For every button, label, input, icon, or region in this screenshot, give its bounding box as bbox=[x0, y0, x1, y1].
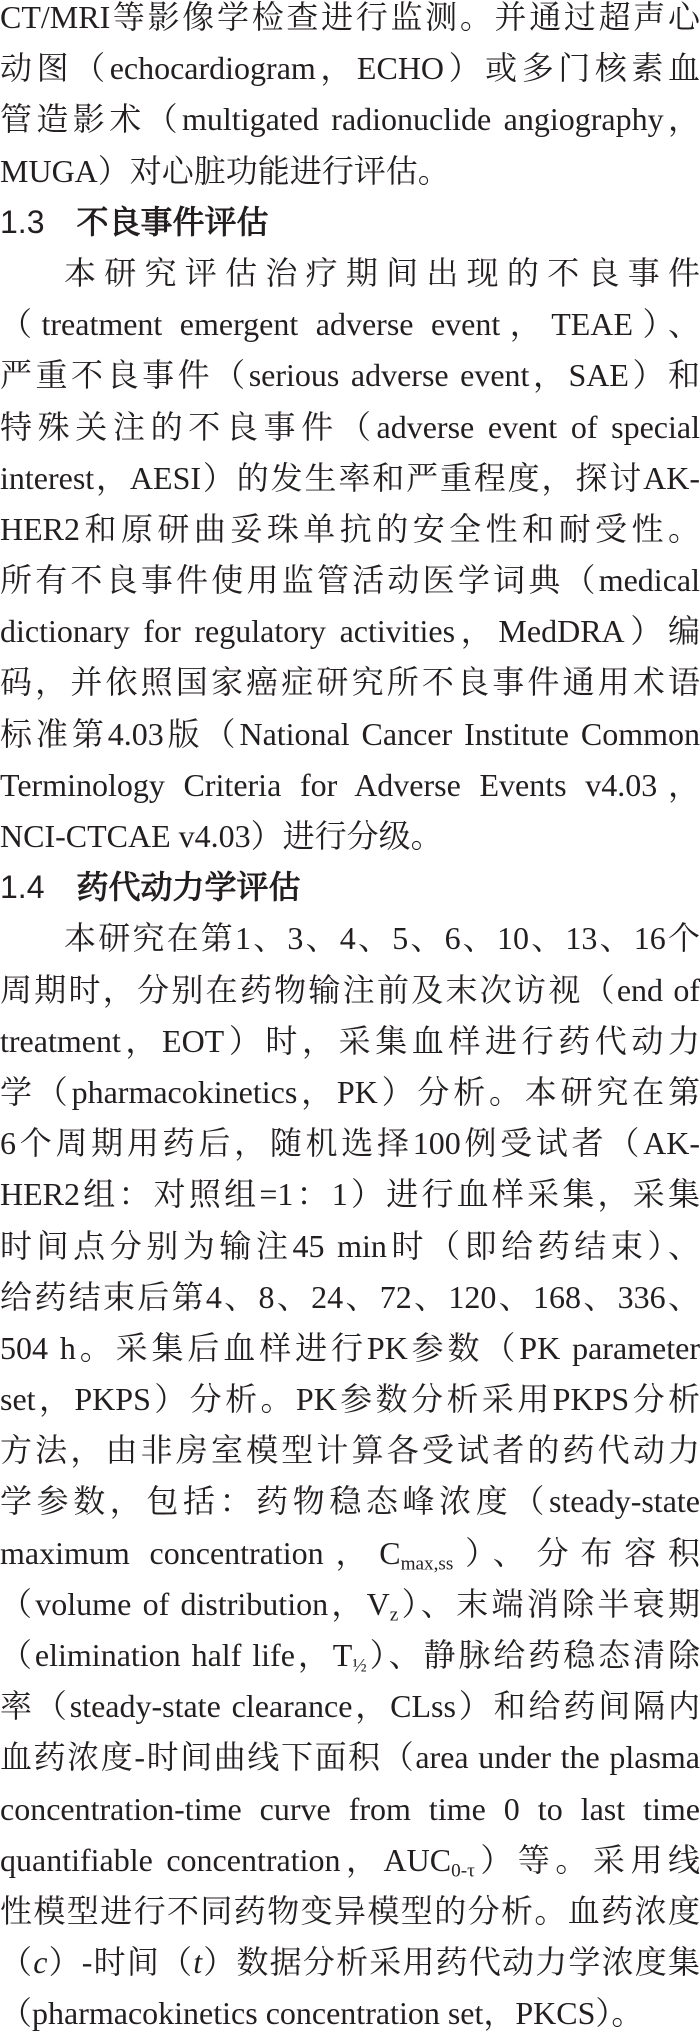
text-line: 本研究评估治疗期间出现的不良事件 bbox=[64, 254, 700, 291]
text-line: HER2组：对照组=1：1）进行血样采集，采集 bbox=[0, 1176, 700, 1213]
text-segment: ）、末端消除半衰期 bbox=[398, 1585, 700, 1622]
text-segment: ）-时间（ bbox=[47, 1944, 194, 1981]
text-line: 血药浓度-时间曲线下面积（area under the plasma bbox=[0, 1739, 700, 1776]
section-number: 1.4 bbox=[0, 869, 45, 906]
text-segment: ）、静脉给药稳态清除 bbox=[366, 1637, 700, 1673]
text-segment: （ bbox=[0, 1944, 34, 1981]
section-number: 1.3 bbox=[0, 203, 45, 240]
text-line: NCI-CTCAE v4.03）进行分级。 bbox=[0, 818, 443, 854]
text-line: Terminology Criteria for Adverse Events v4.03， bbox=[0, 766, 700, 803]
text-segment: maximum concentration，C bbox=[0, 1534, 401, 1571]
text-line: 504 h。采集后血样进行PK参数（PK parameter bbox=[0, 1329, 700, 1366]
section-heading bbox=[0, 862, 700, 913]
text-line: HER2和原研曲妥珠单抗的安全性和耐受性。 bbox=[0, 510, 700, 547]
text-line bbox=[0, 1937, 700, 1988]
text-line: set，PKPS）分析。PK参数分析采用PKPS分析 bbox=[0, 1381, 700, 1418]
text-line bbox=[0, 1579, 700, 1630]
section-heading bbox=[0, 197, 700, 248]
italic-variable: c bbox=[33, 1944, 48, 1981]
text-line: treatment，EOT）时，采集血样进行药代动力 bbox=[0, 1022, 700, 1059]
text-line: 学（pharmacokinetics，PK）分析。本研究在第 bbox=[0, 1073, 700, 1110]
text-segment: ）、分布容积 bbox=[453, 1534, 700, 1571]
text-line: （treatment emergent adverse event，TEAE）、 bbox=[0, 306, 700, 343]
text-line: 严重不良事件（serious adverse event，SAE）和 bbox=[0, 357, 700, 394]
text-line bbox=[0, 1528, 700, 1579]
text-line: 6个周期用药后，随机选择100例受试者（AK- bbox=[0, 1125, 700, 1162]
text-line: 周期时，分别在药物输注前及末次访视（end of bbox=[0, 971, 700, 1008]
text-line: （pharmacokinetics concentration set，PKCS）。 bbox=[0, 1995, 644, 2032]
text-line: interest，AESI）的发生率和严重程度，探讨AK- bbox=[0, 459, 700, 496]
text-segment: ）等。采用线 bbox=[474, 1841, 700, 1878]
text-segment: （volume of distribution，V bbox=[0, 1585, 390, 1622]
text-line: 动图（echocardiogram，ECHO）或多门核素血 bbox=[0, 50, 700, 87]
text-line: concentration-time curve from time 0 to last time bbox=[0, 1790, 700, 1827]
subscript: 0-τ bbox=[451, 1860, 475, 1882]
text-segment: quantifiable concentration，AUC bbox=[0, 1841, 452, 1878]
text-line: CT/MRI等影像学检查进行监测。并通过超声心 bbox=[0, 0, 700, 35]
text-line: 码，并依照国家癌症研究所不良事件通用术语 bbox=[0, 664, 700, 701]
section-title: 药代动力学评估 bbox=[76, 869, 301, 906]
text-line: 性模型进行不同药物变异模型的分析。血药浓度 bbox=[0, 1892, 700, 1929]
section-title: 不良事件评估 bbox=[76, 203, 269, 240]
text-line: dictionary for regulatory activities，MedDRA）编 bbox=[0, 613, 700, 650]
text-line: 本研究在第1、3、4、5、6、10、13、16个 bbox=[64, 920, 700, 957]
text-segment: ）数据分析采用药代动力学浓度集 bbox=[202, 1944, 700, 1981]
text-line: 标准第4.03版（National Cancer Institute Common bbox=[0, 715, 700, 752]
text-line bbox=[0, 1630, 700, 1681]
text-segment: （elimination half life，T bbox=[0, 1637, 353, 1673]
text-line: MUGA）对心脏功能进行评估。 bbox=[0, 152, 450, 189]
text-line: 给药结束后第4、8、24、72、120、168、336、 bbox=[0, 1278, 700, 1315]
subscript: z bbox=[389, 1604, 399, 1626]
text-line: 学参数，包括：药物稳态峰浓度（steady-state bbox=[0, 1483, 700, 1520]
text-line: 方法，由非房室模型计算各受试者的药代动力 bbox=[0, 1432, 700, 1469]
text-line: 时间点分别为输注45 min时（即给药结束）、 bbox=[0, 1227, 700, 1264]
text-line: 特殊关注的不良事件（adverse event of special bbox=[0, 408, 700, 445]
text-line: 率（steady-state clearance，CLss）和给药间隔内 bbox=[0, 1688, 700, 1725]
text-line: 管造影术（multigated radionuclide angiography， bbox=[0, 101, 700, 138]
subscript: ½ bbox=[352, 1655, 367, 1677]
text-line: 所有不良事件使用监管活动医学词典（medical bbox=[0, 562, 700, 599]
text-line bbox=[0, 1835, 700, 1886]
subscript: max,ss bbox=[400, 1553, 454, 1574]
italic-variable: t bbox=[193, 1944, 203, 1981]
